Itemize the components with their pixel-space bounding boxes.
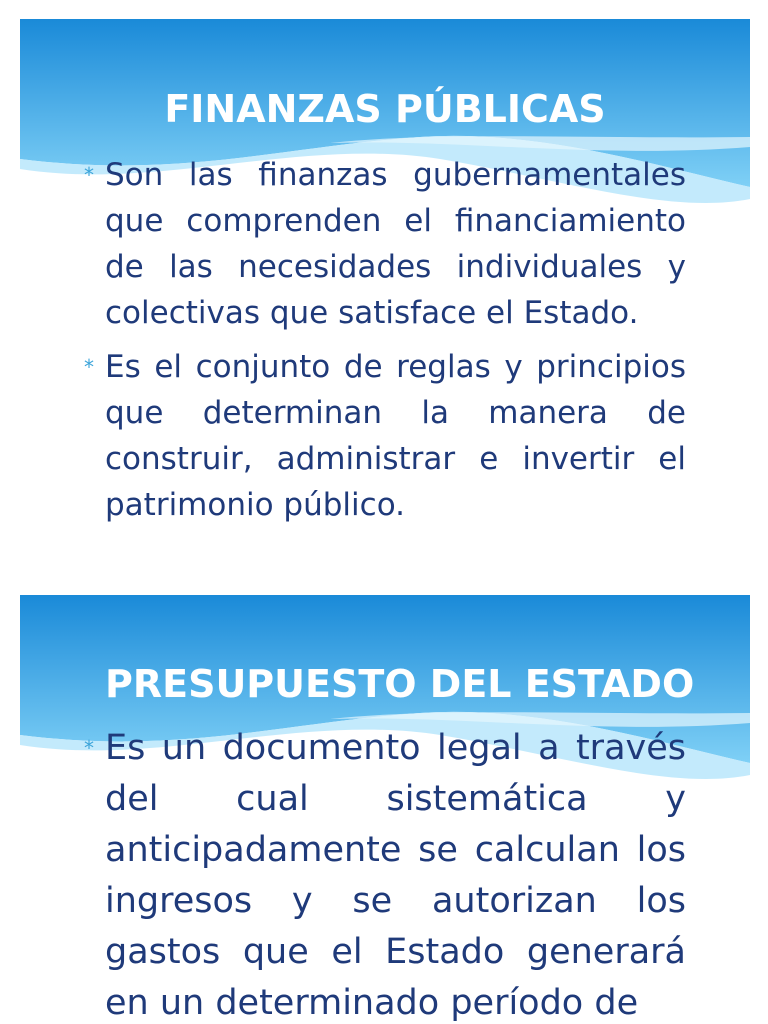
slide-title: FINANZAS PÚBLICAS [164,87,606,132]
slide-finanzas-publicas [20,19,750,539]
bullet-text: Son las finanzas gubernamentales que comprenden el financiamiento de las necesidades individuales y colectivas que satisface el Estado. [105,157,686,331]
bullet-item [84,152,686,336]
bullet-text: Es el conjunto de reglas y principios que determinan la manera de construir, administrar e invertir el patrimonio público. [105,349,686,523]
bullet-list [84,152,686,536]
slide-presupuesto-del-estado [20,595,750,1024]
asterisk-bullet-icon: * [84,355,94,379]
bullet-text: Es un documento legal a través del cual sistemática y anticipadamente se calculan los ingresos y se autorizan los gastos que el Estado generará en un determinado período de [105,728,686,1023]
asterisk-bullet-icon: * [84,163,94,187]
bullet-list [84,723,686,1024]
asterisk-bullet-icon: * [84,736,94,760]
bullet-item [84,344,686,528]
bullet-item [84,723,686,1024]
slide-title: PRESUPUESTO DEL ESTADO [105,662,695,707]
